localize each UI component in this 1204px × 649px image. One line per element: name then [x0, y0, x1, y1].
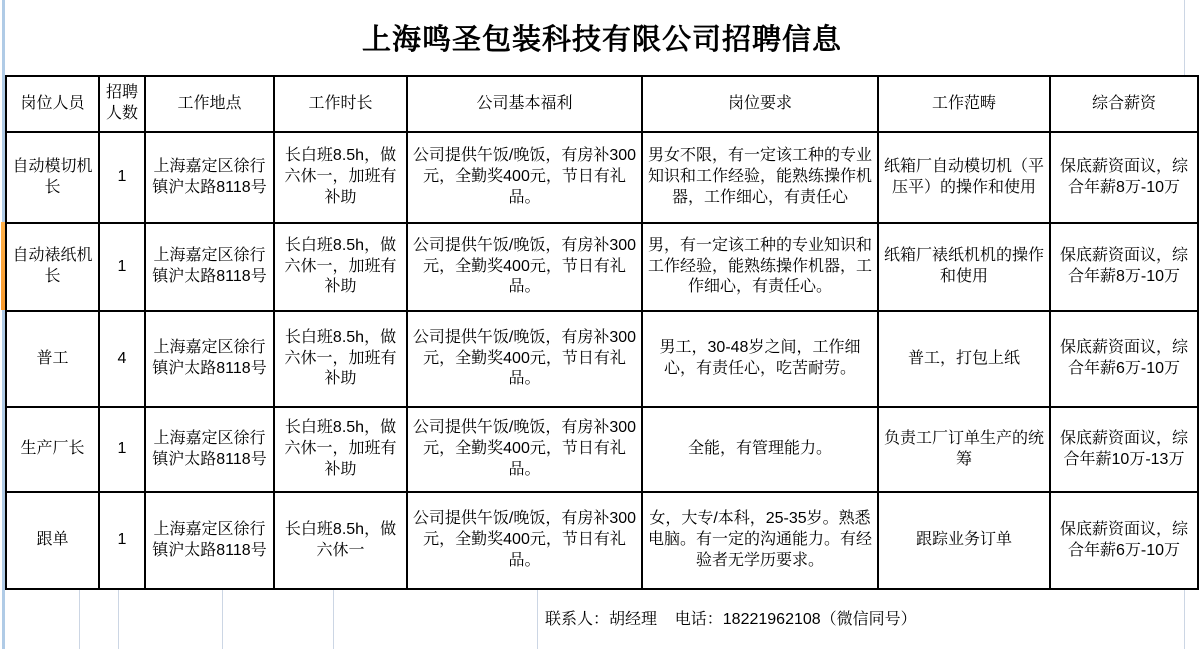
cell-benefits[interactable]: 公司提供午饭/晚饭，有房补300元，全勤奖400元，节日有礼品。	[407, 223, 642, 311]
cell-count[interactable]: 1	[99, 223, 145, 311]
cell-hours[interactable]: 长白班8.5h，做六休一	[274, 492, 407, 589]
cell-location[interactable]: 上海嘉定区徐行镇沪太路8118号	[145, 407, 274, 492]
cell-requirements[interactable]: 男工，30-48岁之间，工作细心，有责任心，吃苦耐劳。	[642, 311, 878, 407]
gridline	[1184, 590, 1185, 649]
cell-scope[interactable]: 负责工厂订单生产的统筹	[878, 407, 1050, 492]
cell-requirements[interactable]: 女，大专/本科，25-35岁。熟悉电脑。有一定的沟通能力。有经验者无学历要求。	[642, 492, 878, 589]
cell-location[interactable]: 上海嘉定区徐行镇沪太路8118号	[145, 223, 274, 311]
cell-requirements[interactable]: 全能，有管理能力。	[642, 407, 878, 492]
column-header-count[interactable]: 招聘人数	[99, 76, 145, 132]
cell-scope[interactable]: 跟踪业务订单	[878, 492, 1050, 589]
cell-benefits[interactable]: 公司提供午饭/晚饭，有房补300元，全勤奖400元，节日有礼品。	[407, 407, 642, 492]
cell-requirements[interactable]: 男女不限，有一定该工种的专业知识和工作经验，能熟练操作机器，工作细心，有责任心	[642, 132, 878, 223]
cell-salary[interactable]: 保底薪资面议，综合年薪8万-10万	[1050, 223, 1198, 311]
cell-hours[interactable]: 长白班8.5h，做六休一，加班有补助	[274, 407, 407, 492]
cell-salary[interactable]: 保底薪资面议，综合年薪6万-10万	[1050, 311, 1198, 407]
cell-scope[interactable]: 普工，打包上纸	[878, 311, 1050, 407]
table-row	[6, 132, 1198, 223]
gridline	[537, 590, 538, 649]
cell-hours[interactable]: 长白班8.5h，做六休一，加班有补助	[274, 311, 407, 407]
cell-scope[interactable]: 纸箱厂自动模切机（平压平）的操作和使用	[878, 132, 1050, 223]
table-row	[6, 223, 1198, 311]
column-header-position[interactable]: 岗位人员	[6, 76, 99, 132]
cell-position[interactable]: 自动裱纸机长	[6, 223, 99, 311]
cell-position[interactable]: 普工	[6, 311, 99, 407]
cell-count[interactable]: 1	[99, 132, 145, 223]
cell-requirements[interactable]: 男，有一定该工种的专业知识和工作经验，能熟练操作机器，工作细心，有责任心。	[642, 223, 878, 311]
header-row	[6, 76, 1198, 132]
table-row	[6, 492, 1198, 589]
cell-hours[interactable]: 长白班8.5h，做六休一，加班有补助	[274, 223, 407, 311]
column-header-benefits[interactable]: 公司基本福利	[407, 76, 642, 132]
gridline	[79, 590, 80, 649]
cell-salary[interactable]: 保底薪资面议，综合年薪8万-10万	[1050, 132, 1198, 223]
gridline	[118, 590, 119, 649]
cell-location[interactable]: 上海嘉定区徐行镇沪太路8118号	[145, 132, 274, 223]
cell-salary[interactable]: 保底薪资面议，综合年薪6万-10万	[1050, 492, 1198, 589]
column-header-location[interactable]: 工作地点	[145, 76, 274, 132]
cell-count[interactable]: 4	[99, 311, 145, 407]
contact-info: 联系人：胡经理 电话：18221962108（微信同号）	[545, 611, 917, 628]
column-header-scope[interactable]: 工作范畴	[878, 76, 1050, 132]
cell-benefits[interactable]: 公司提供午饭/晚饭，有房补300元，全勤奖400元，节日有礼品。	[407, 492, 642, 589]
column-header-hours[interactable]: 工作时长	[274, 76, 407, 132]
cell-count[interactable]: 1	[99, 407, 145, 492]
column-header-requirements[interactable]: 岗位要求	[642, 76, 878, 132]
table-row	[6, 311, 1198, 407]
cell-salary[interactable]: 保底薪资面议，综合年薪10万-13万	[1050, 407, 1198, 492]
gridline	[222, 590, 223, 649]
cell-location[interactable]: 上海嘉定区徐行镇沪太路8118号	[145, 492, 274, 589]
cell-count[interactable]: 1	[99, 492, 145, 589]
cell-location[interactable]: 上海嘉定区徐行镇沪太路8118号	[145, 311, 274, 407]
cell-benefits[interactable]: 公司提供午饭/晚饭，有房补300元，全勤奖400元，节日有礼品。	[407, 132, 642, 223]
cell-position[interactable]: 跟单	[6, 492, 99, 589]
cell-hours[interactable]: 长白班8.5h，做六休一，加班有补助	[274, 132, 407, 223]
column-header-salary[interactable]: 综合薪资	[1050, 76, 1198, 132]
cell-benefits[interactable]: 公司提供午饭/晚饭，有房补300元，全勤奖400元，节日有礼品。	[407, 311, 642, 407]
gridline	[333, 590, 334, 649]
table-row	[6, 407, 1198, 492]
cell-scope[interactable]: 纸箱厂裱纸机机的操作和使用	[878, 223, 1050, 311]
recruitment-table	[5, 75, 1199, 590]
cell-position[interactable]: 自动模切机长	[6, 132, 99, 223]
cell-position[interactable]: 生产厂长	[6, 407, 99, 492]
page-title: 上海鸣圣包装科技有限公司招聘信息	[361, 24, 842, 56]
